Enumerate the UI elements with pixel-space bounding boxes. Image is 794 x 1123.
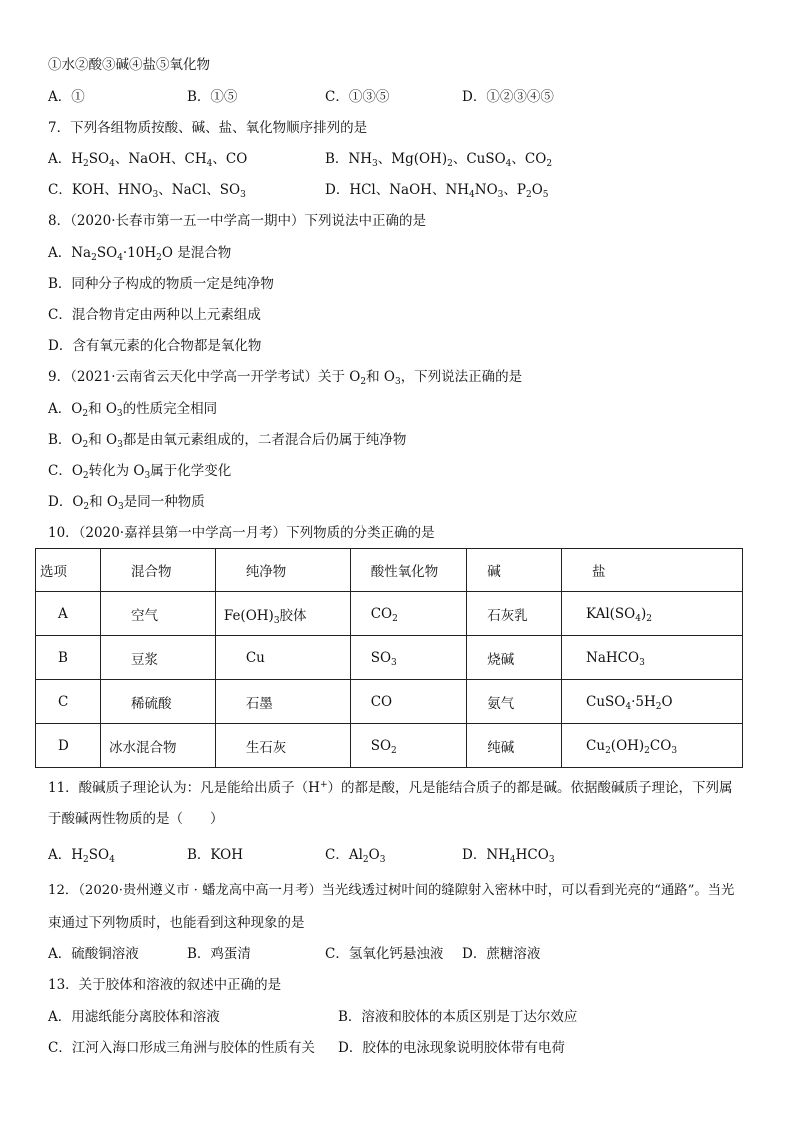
- text-segment: 、CO: [511, 151, 547, 167]
- text-segment: C．O: [48, 463, 83, 479]
- text-segment: 11．酸碱质子理论认为：凡是能给出质子（H: [48, 780, 320, 796]
- text-segment: SO: [88, 151, 110, 167]
- subscript: 4: [109, 159, 115, 169]
- q7-option-d: [325, 181, 549, 199]
- text-segment: B．NH: [325, 151, 373, 167]
- subscript: 3: [117, 440, 123, 450]
- subscript: 4: [509, 855, 516, 865]
- q9-option-b: [48, 431, 406, 449]
- cell-pure: [215, 592, 350, 636]
- text-segment: 、CO: [212, 151, 248, 167]
- cell-pure: [215, 636, 350, 680]
- q8-stem: 8．（2020·长春市第一五一中学高一期中）下列说法中正确的是: [48, 213, 426, 229]
- subscript: 3: [372, 159, 378, 169]
- q6-option-d: D．①②③④⑤: [462, 89, 554, 105]
- text-segment: SO: [370, 737, 392, 754]
- q9-option-a: [48, 400, 217, 418]
- table-row: [36, 636, 743, 680]
- q11-stem-line2: 于酸碱两性物质的是（ ）: [48, 811, 224, 827]
- text-segment: 胶体: [279, 607, 307, 624]
- text-segment: O: [368, 847, 380, 863]
- subscript: 3: [548, 855, 555, 865]
- subscript: 2: [83, 502, 90, 512]
- subscript: 4: [469, 190, 475, 200]
- cell-salt: [562, 636, 743, 680]
- text-segment: 转化为 O: [88, 463, 145, 479]
- text-segment: (OH): [610, 737, 645, 754]
- subscript: 2: [82, 471, 89, 481]
- subscript: 3: [144, 471, 151, 481]
- text-segment: SO: [370, 649, 392, 666]
- cell-base: 氨气: [467, 680, 562, 724]
- q11-option-a: [48, 846, 115, 864]
- table-row: [36, 724, 743, 768]
- text-segment: 和 O: [88, 401, 117, 417]
- text-segment: 属于化学变化: [150, 463, 232, 479]
- header-pure: 纯净物: [215, 549, 350, 592]
- subscript: 2: [646, 613, 652, 624]
- cell-pure: [215, 724, 350, 768]
- text-segment: D．NH: [462, 847, 510, 863]
- subscript: 3: [394, 377, 401, 387]
- text-segment: 生石灰: [245, 739, 287, 756]
- q11-option-d: [462, 846, 555, 864]
- subscript: 2: [605, 745, 611, 756]
- subscript: 2: [447, 159, 453, 169]
- subscript: 2: [91, 253, 97, 263]
- text-segment: CO: [370, 605, 393, 622]
- text-segment: ): [640, 605, 647, 622]
- text-segment: 、CuSO: [452, 151, 506, 167]
- cell-salt: [562, 724, 743, 768]
- text-segment: O 是混合物: [161, 245, 232, 261]
- cell-base: 纯碱: [467, 724, 562, 768]
- text-segment: 9．（2021·云南省云天化中学高一开学考试）关于 O: [48, 369, 361, 385]
- text-segment: D．O: [48, 494, 84, 510]
- q11-option-b: [187, 846, 243, 864]
- text-segment: C．KOH、HNO: [48, 182, 153, 198]
- text-segment: 和 O: [366, 369, 395, 385]
- q13-option-a: A．用滤纸能分离胶体和溶液: [48, 1009, 220, 1025]
- header-base: 碱: [467, 549, 562, 592]
- subscript: 4: [206, 159, 213, 169]
- text-segment: CO: [649, 737, 672, 754]
- q12-option-a: A．硫酸铜溶液: [48, 946, 139, 962]
- text-segment: Cu: [586, 737, 606, 754]
- subscript: 3: [671, 745, 678, 756]
- text-segment: ·5H: [631, 693, 656, 710]
- q7-option-c: [48, 181, 246, 199]
- text-segment: 都是由氧元素组成的，二者混合后仍属于纯净物: [122, 432, 407, 448]
- subscript: 3: [391, 657, 397, 668]
- cell-mixture: 稀硫酸: [100, 680, 215, 724]
- q9-stem: [48, 368, 522, 386]
- subscript: 2: [644, 745, 650, 756]
- cell-acidic-oxide: [350, 636, 467, 680]
- q13-option-c: C．江河入海口形成三角洲与胶体的性质有关: [48, 1040, 315, 1056]
- subscript: 3: [497, 190, 504, 200]
- q7-option-a: [48, 150, 247, 168]
- q9-option-c: [48, 462, 231, 480]
- cell-pure: [215, 680, 350, 724]
- text-segment: 是同一种物质: [123, 494, 205, 510]
- text-segment: 、NaCl、SO: [158, 182, 241, 198]
- text-segment: A．H: [48, 151, 84, 167]
- subscript: 2: [156, 253, 162, 263]
- text-segment: O: [531, 182, 543, 198]
- text-segment: KAl(SO: [586, 605, 636, 622]
- q7-stem: 7．下列各组物质按酸、碱、盐、氧化物顺序排列的是: [48, 120, 368, 136]
- q11-stem-line1: [48, 779, 733, 797]
- subscript: 4: [117, 253, 123, 263]
- cell-option: D: [36, 724, 101, 768]
- text-segment: 、P: [503, 182, 526, 198]
- text-segment: 、Mg(OH): [377, 151, 448, 167]
- q6-option-a: A．①: [48, 89, 85, 105]
- subscript: 4: [635, 613, 641, 624]
- subscript: 2: [83, 855, 89, 865]
- text-segment: 的性质完全相同: [122, 401, 218, 417]
- subscript: 2: [82, 409, 89, 419]
- classification-table: [35, 548, 743, 768]
- text-segment: CO: [370, 693, 393, 710]
- text-segment: 石墨: [245, 695, 273, 712]
- subscript: 3: [118, 502, 124, 512]
- q12-option-d: D．蔗糖溶液: [462, 946, 541, 962]
- q12-option-b: B．鸡蛋清: [187, 946, 251, 962]
- subscript: 2: [655, 701, 662, 712]
- text-segment: A．Na: [48, 245, 92, 261]
- subscript: 5: [542, 190, 549, 200]
- header-salt: 盐: [562, 549, 743, 592]
- q12-stem-line2: 束通过下列物质时，也能看到这种现象的是: [48, 915, 305, 931]
- subscript: 2: [546, 159, 553, 169]
- text-segment: SO: [88, 847, 110, 863]
- text-segment: ）的都是酸，凡是能结合质子的都是碱。依据酸碱质子理论，下列属: [327, 780, 733, 796]
- subscript: 2: [362, 855, 369, 865]
- header-mixture: 混合物: [100, 549, 215, 592]
- text-segment: 、NaOH、CH: [114, 151, 207, 167]
- subscript: 4: [625, 701, 632, 712]
- cell-mixture: 冰水混合物: [100, 724, 215, 768]
- subscript: 2: [525, 190, 532, 200]
- header-acidic-oxide: 酸性氧化物: [350, 549, 467, 592]
- q8-option-b: B．同种分子构成的物质一定是纯净物: [48, 276, 274, 292]
- q13-stem: 13．关于胶体和溶液的叙述中正确的是: [48, 977, 282, 993]
- q7-option-b: [325, 150, 552, 168]
- cell-salt: [562, 680, 743, 724]
- cell-base: 烧碱: [467, 636, 562, 680]
- q12-stem-line1: 12．（2020·贵州遵义市 · 蟠龙高中高一月考）当光线透过树叶间的缝隙射入密林中时，可以看到光亮的“通路”。当光: [48, 883, 735, 898]
- cell-salt: [562, 592, 743, 636]
- text-segment: A．H: [48, 847, 84, 863]
- text-segment: B．O: [48, 432, 83, 448]
- q8-option-c: C．混合物肯定由两种以上元素组成: [48, 307, 261, 323]
- table-row: [36, 680, 743, 724]
- cell-acidic-oxide: [350, 724, 467, 768]
- superscript: +: [319, 780, 328, 790]
- q11-option-c: [325, 846, 385, 864]
- text-segment: HCO: [515, 847, 549, 863]
- text-segment: C．Al: [325, 847, 363, 863]
- text-segment: NaHCO: [586, 649, 640, 666]
- q8-option-a: [48, 244, 231, 262]
- cell-option: B: [36, 636, 101, 680]
- cell-option: C: [36, 680, 101, 724]
- q6-items: ①水②酸③碱④盐⑤氧化物: [48, 57, 210, 73]
- header-option: 选项: [36, 549, 101, 592]
- subscript: 2: [360, 377, 367, 387]
- text-segment: D．HCl、NaOH、NH: [325, 182, 470, 198]
- subscript: 2: [83, 159, 89, 169]
- subscript: 3: [152, 190, 159, 200]
- subscript: 2: [82, 440, 89, 450]
- subscript: 2: [392, 613, 398, 624]
- cell-acidic-oxide: [350, 680, 467, 724]
- text-segment: Cu: [245, 649, 265, 666]
- text-segment: A．O: [48, 401, 83, 417]
- cell-acidic-oxide: [350, 592, 467, 636]
- table-header-row: [36, 549, 743, 592]
- cell-option: A: [36, 592, 101, 636]
- subscript: 2: [391, 745, 397, 756]
- subscript: 3: [379, 855, 386, 865]
- q13-option-b: B．溶液和胶体的本质区别是丁达尔效应: [338, 1009, 578, 1025]
- subscript: 3: [273, 615, 280, 626]
- q8-option-d: D．含有氧元素的化合物都是氧化物: [48, 338, 262, 354]
- text-segment: ，下列说法正确的是: [400, 369, 523, 385]
- text-segment: O: [661, 693, 673, 710]
- cell-mixture: 空气: [100, 592, 215, 636]
- q12-option-c: C．氢氧化钙悬浊液: [325, 946, 444, 962]
- table-row: [36, 592, 743, 636]
- text-segment: CuSO: [586, 693, 626, 710]
- text-segment: Fe(OH): [223, 607, 274, 624]
- text-segment: 和 O: [89, 494, 118, 510]
- q6-option-c: C．①③⑤: [325, 89, 390, 105]
- subscript: 3: [116, 409, 123, 419]
- subscript: 4: [505, 159, 512, 169]
- subscript: 3: [639, 657, 645, 668]
- subscript: 4: [109, 855, 115, 865]
- text-segment: 和 O: [88, 432, 118, 448]
- cell-base: 石灰乳: [467, 592, 562, 636]
- text-segment: ·10H: [122, 245, 157, 261]
- text-segment: B．KOH: [187, 847, 243, 863]
- q9-option-d: [48, 493, 205, 511]
- text-segment: NO: [474, 182, 498, 198]
- cell-mixture: 豆浆: [100, 636, 215, 680]
- q13-option-d: D．胶体的电泳现象说明胶体带有电荷: [338, 1040, 565, 1056]
- text-segment: SO: [96, 245, 118, 261]
- q10-stem: 10．（2020·嘉祥县第一中学高一月考）下列物质的分类正确的是: [48, 525, 435, 541]
- q6-option-b: B．①⑤: [187, 89, 238, 105]
- subscript: 3: [240, 190, 246, 200]
